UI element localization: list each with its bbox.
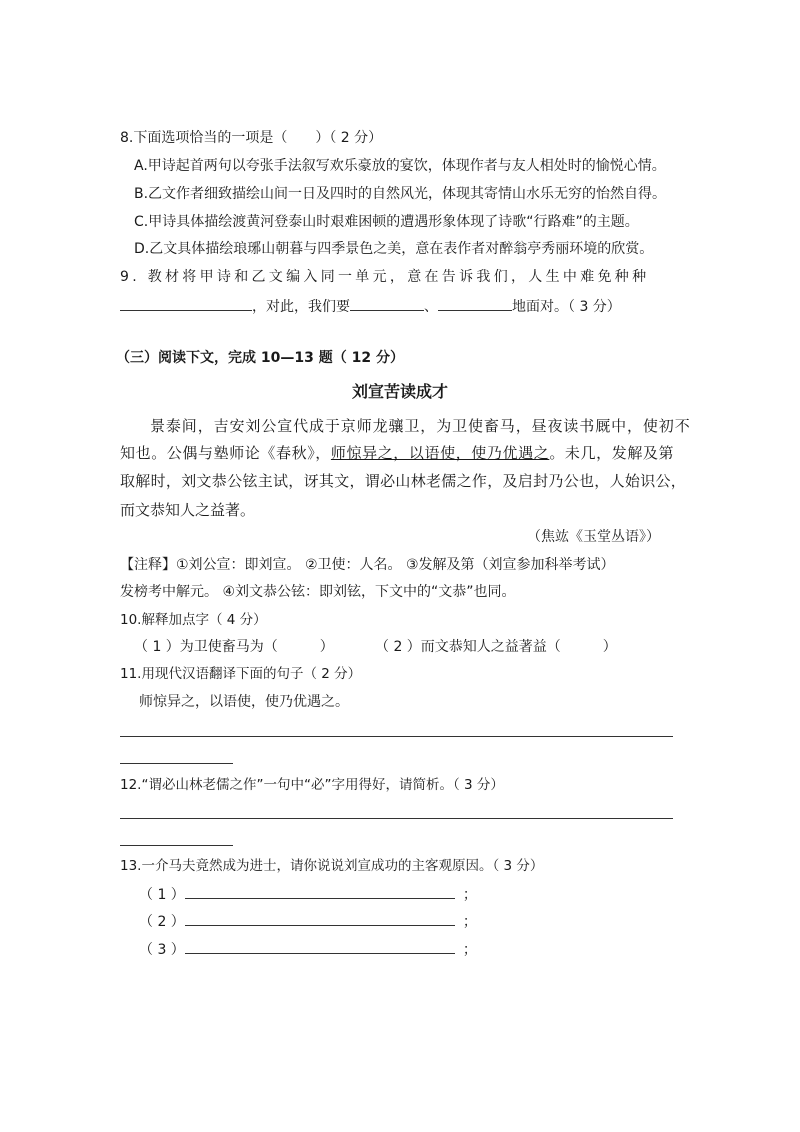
q12-answer-line-1[interactable]: [120, 818, 673, 819]
passage-line-3: 取解时，刘文恭公铉主试，讶其文，谓必山林老儒之作，及启封乃公也，人始识公，: [120, 472, 687, 490]
q13-item-2: [139, 911, 477, 932]
q13-stem: 13.一介马夫竟然成为进士，请你说说刘宣成功的主客观原因。（ 3 分）: [120, 858, 544, 874]
passage-source: （焦竑《玉堂丛语》）: [527, 529, 660, 545]
passage-line-4: 而文恭知人之益著。: [120, 501, 256, 519]
passage-underlined-sentence: 师惊异之，以语使，使乃优遇之: [330, 444, 550, 462]
q9-blank-3[interactable]: [438, 296, 512, 311]
passage-line-2: [120, 443, 674, 463]
q8-option-c[interactable]: C.甲诗具体描绘渡黄河登泰山时艰难困顿的遭遇形象体现了诗歌“行路难”的主题。: [134, 214, 639, 230]
passage-line-2-end: 。未几，发解及第: [549, 444, 675, 462]
q11-sentence: 师惊异之，以语使，使乃优遇之。: [139, 694, 349, 710]
q13-item-1: [139, 884, 477, 905]
notes-line-1: 【注释】①刘公宣：即刘宣。 ②卫使：人名。 ③发解及第（刘宣参加科举考试）: [120, 557, 615, 573]
q10-item-2[interactable]: （ 2 ）而文恭知人之益著益（ ）: [375, 639, 617, 655]
q10-stem: 10.解释加点字（ 4 分）: [120, 612, 267, 628]
q13-item-1-end: ；: [462, 887, 477, 903]
q8-option-a[interactable]: A.甲诗起首两句以夸张手法叙写欢乐豪放的宴饮，体现作者与友人相处时的愉悦心情。: [134, 158, 666, 174]
q12-stem: 12.“谓必山林老儒之作”一句中“必”字用得好，请简析。（ 3 分）: [120, 777, 504, 793]
q9-blank-1[interactable]: [120, 296, 252, 311]
q8-option-b[interactable]: B.乙文作者细致描绘山间一日及四时的自然风光，体现其寄情山水乐无穷的怡然自得。: [134, 186, 667, 202]
section3-header: （三）阅读下文，完成 10—13 题（ 12 分）: [116, 350, 404, 366]
passage-title: 刘宣苦读成才: [351, 382, 448, 401]
q11-stem: 11.用现代汉语翻译下面的句子（ 2 分）: [120, 666, 362, 682]
passage-line-2-start: 知也。公偶与塾师论《春秋》，: [120, 444, 331, 462]
q9-sep: 、: [424, 299, 438, 315]
q11-answer-line-2[interactable]: [120, 763, 233, 764]
q12-answer-line-2[interactable]: [120, 845, 233, 846]
q9-text-b: 地面对。（ 3 分）: [512, 299, 621, 315]
passage-line-1: 景泰间，吉安刘公宣代成于京师龙骧卫，为卫使畜马，昼夜读书厩中，使初不: [150, 417, 691, 435]
q13-answer-1[interactable]: [185, 884, 455, 899]
q13-answer-3[interactable]: [185, 939, 455, 954]
notes-line-2: 发榜考中解元。 ④刘文恭公铉：即刘铉，下文中的“文恭”也同。: [120, 584, 516, 600]
q13-item-2-end: ；: [462, 914, 477, 930]
q13-answer-2[interactable]: [185, 911, 455, 926]
q10-item-1[interactable]: （ 1 ）为卫使畜马为（ ）: [134, 639, 334, 655]
q8-option-d[interactable]: D.乙文具体描绘琅琊山朝暮与四季景色之美，意在表作者对醉翁亭秀丽环境的欣赏。: [134, 241, 654, 257]
q11-answer-line-1[interactable]: [120, 736, 673, 737]
q9-text-a: ，对此，我们要: [252, 299, 350, 315]
q13-item-1-label: （ 1 ）: [139, 887, 185, 903]
q13-item-3-label: （ 3 ）: [139, 942, 185, 958]
q13-item-3: [139, 939, 477, 960]
q13-item-3-end: ；: [462, 942, 477, 958]
q9-blank-2[interactable]: [350, 296, 424, 311]
q8-stem: 8.下面选项恰当的一项是（ ）（ 2 分）: [120, 130, 383, 146]
q9-line1: 9. 教材将甲诗和乙文编入同一单元，意在告诉我们，人生中难免种种: [120, 269, 650, 285]
q9-line2: [120, 296, 621, 317]
q13-item-2-label: （ 2 ）: [139, 914, 185, 930]
